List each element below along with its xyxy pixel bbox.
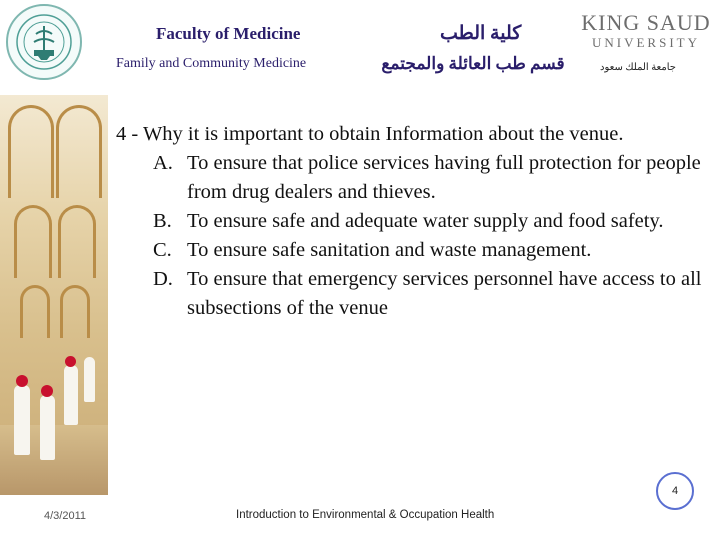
slide-body <box>116 120 712 323</box>
university-seal-logo <box>6 4 82 80</box>
footer-date: 4/3/2011 <box>44 510 87 522</box>
ksu-logo <box>578 10 714 54</box>
seal-emblem-icon <box>14 12 74 72</box>
option-text: To ensure safe sanitation and waste management. <box>187 239 592 261</box>
ksu-logo-line1: KING SAUD <box>581 10 711 35</box>
option-text: To ensure that police services having full protection for people from drug dealers and thieves. <box>187 152 701 203</box>
ksu-arabic-name: جامعة الملك سعود <box>600 62 676 73</box>
page-number: 4 <box>671 485 679 497</box>
person-figure <box>40 395 55 460</box>
option-text: To ensure safe and adequate water supply and food safety. <box>187 210 664 232</box>
footer-course-title: Introduction to Environmental & Occupation Health <box>236 509 495 521</box>
page-number-badge <box>656 472 694 510</box>
answer-option-d <box>153 265 712 323</box>
person-figure <box>84 357 95 402</box>
person-figure <box>64 365 78 425</box>
option-letter: D. <box>153 268 173 290</box>
person-figure <box>14 385 30 455</box>
question-text: 4 - Why it is important to obtain Information about the venue. <box>116 123 624 145</box>
option-letter: B. <box>153 210 172 232</box>
answer-option-c <box>153 236 712 265</box>
answer-option-a <box>153 149 712 207</box>
option-letter: A. <box>153 152 173 174</box>
department-name: Family and Community Medicine <box>116 56 307 71</box>
ksu-logo-line2: UNIVERSITY <box>592 35 700 50</box>
option-text: To ensure that emergency services personnel have access to all subsections of the venue <box>187 268 702 319</box>
arabic-department-name: قسم طب العائلة والمجتمع <box>381 54 565 73</box>
slide-header <box>0 0 720 95</box>
arabic-faculty-title: كلية الطب <box>440 23 522 44</box>
answer-option-b <box>153 207 712 236</box>
campus-photo-strip <box>0 95 108 495</box>
faculty-title: Faculty of Medicine <box>156 24 301 43</box>
answer-options <box>116 149 712 323</box>
option-letter: C. <box>153 239 172 261</box>
